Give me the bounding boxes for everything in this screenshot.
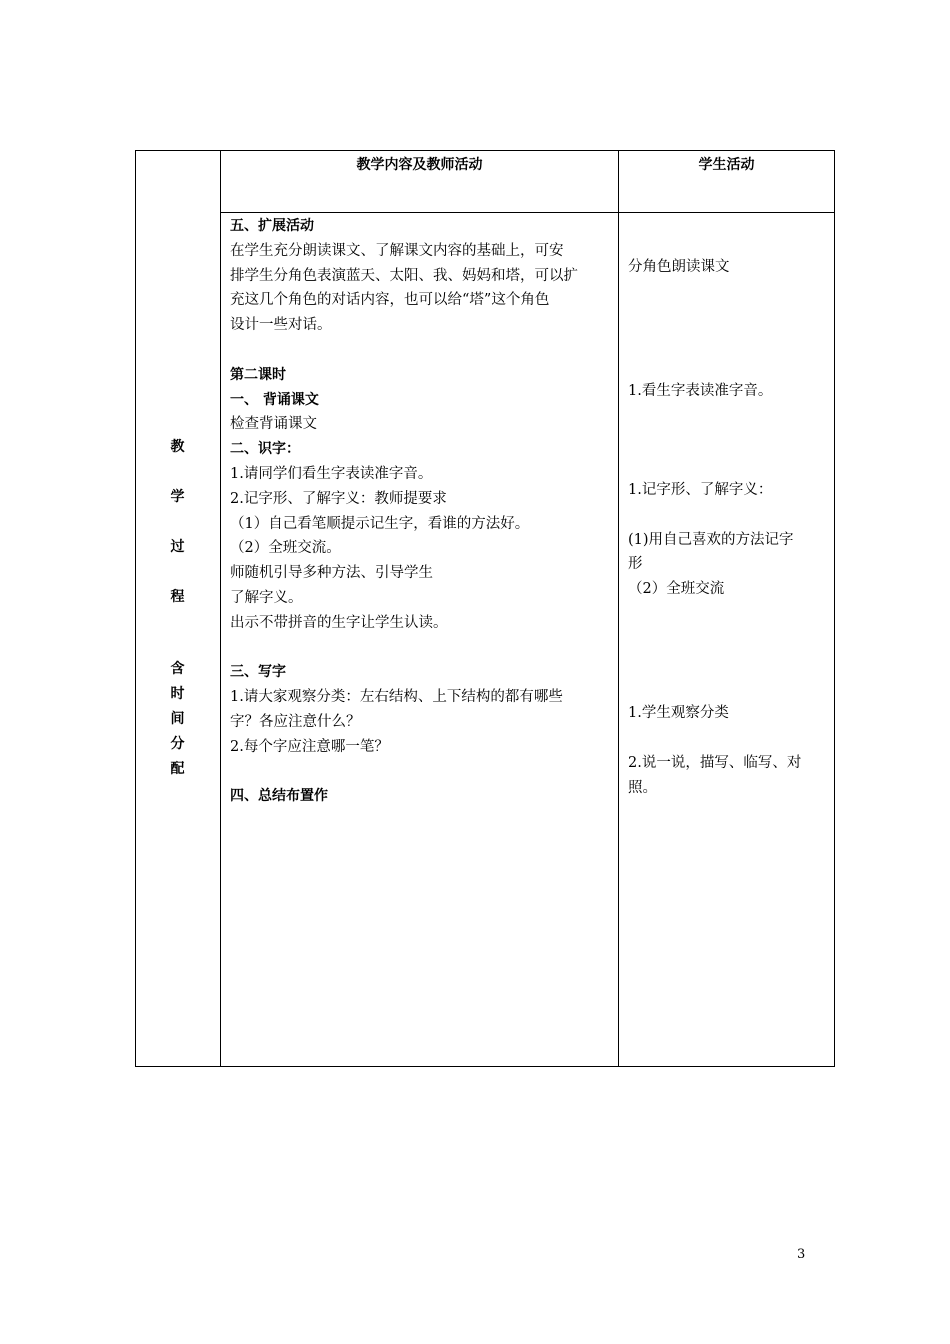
- teacher-line: 出示不带拼音的生字让学生认读。: [230, 614, 448, 631]
- teacher-line: 在学生充分朗读课文、了解课文内容的基础上，可安: [230, 242, 564, 259]
- student-line: [628, 652, 801, 677]
- teacher-line: 三、写字: [230, 664, 286, 681]
- student-column-header: 学生活动: [698, 157, 755, 173]
- student-line: [628, 404, 801, 429]
- student-line: （2）全班交流: [628, 581, 725, 598]
- side-label-char: 时: [170, 686, 185, 702]
- teacher-line: （2）全班交流。: [230, 540, 341, 557]
- student-line: 照。: [628, 779, 657, 796]
- table-bottom-border: [135, 1066, 835, 1067]
- header-row-divider: [220, 212, 835, 213]
- student-column-divider: [618, 150, 619, 1067]
- teacher-line: 一、 背诵课文: [230, 391, 319, 408]
- teacher-line: 充这几个角色的对话内容，也可以给“塔”这个角色: [230, 292, 550, 309]
- teacher-line: [230, 636, 578, 661]
- teacher-line: 了解字义。: [230, 589, 303, 606]
- student-line: 1.看生字表读准字音。: [628, 382, 773, 399]
- side-label-char: 分: [170, 736, 185, 752]
- table-right-border: [834, 150, 835, 1067]
- teacher-line: 四、总结布置作: [230, 788, 328, 805]
- teacher-line: 第二课时: [230, 366, 286, 383]
- teacher-content: [230, 214, 578, 809]
- teacher-line: 1.请大家观察分类：左右结构、上下结构的都有哪些: [230, 689, 563, 706]
- student-line: [628, 230, 801, 255]
- side-label-char: 间: [170, 711, 185, 727]
- student-line: [628, 627, 801, 652]
- student-line: [628, 304, 801, 329]
- table-left-border: [135, 150, 136, 1067]
- teacher-line: 师随机引导多种方法、引导学生: [230, 565, 433, 582]
- student-line: [628, 329, 801, 354]
- student-line: (1)用自己喜欢的方法记字: [628, 531, 794, 548]
- teacher-line: 二、识字：: [230, 441, 300, 458]
- teacher-line: 2.记字形、了解字义：教师提要求: [230, 490, 447, 507]
- student-line: [628, 726, 801, 751]
- side-label-char: 过: [170, 539, 185, 555]
- side-label-char: 配: [170, 761, 185, 777]
- student-line: [628, 354, 801, 379]
- teacher-line: 五、扩展活动: [230, 218, 314, 234]
- teacher-line: 检查背诵课文: [230, 416, 317, 433]
- side-label-char: 学: [170, 489, 185, 505]
- teacher-line: 字？各应注意什么？: [230, 713, 361, 730]
- teacher-line: （1）自己看笔顺提示记生字，看谁的方法好。: [230, 515, 530, 532]
- student-line: [628, 280, 801, 305]
- student-line: [628, 453, 801, 478]
- table-top-border: [135, 150, 835, 151]
- teacher-line: [230, 760, 578, 785]
- student-content: [628, 230, 801, 800]
- student-line: [628, 602, 801, 627]
- side-label-char: 含: [170, 661, 185, 677]
- student-line: [628, 428, 801, 453]
- lesson-plan-table: [135, 150, 835, 1067]
- teacher-column-header: 教学内容及教师活动: [356, 157, 483, 173]
- student-line: 分角色朗读课文: [628, 258, 730, 275]
- teacher-line: 设计一些对话。: [230, 317, 332, 334]
- teacher-line: 1.请同学们看生字表读准字音。: [230, 465, 433, 482]
- student-line: [628, 676, 801, 701]
- page-number: 3: [797, 1247, 806, 1262]
- student-line: 1.记字形、了解字义：: [628, 481, 773, 498]
- side-label-char: 程: [170, 589, 185, 605]
- student-line: 形: [628, 556, 643, 573]
- teacher-line: 排学生分角色表演蓝天、太阳、我、妈妈和塔，可以扩: [230, 267, 578, 284]
- student-line: 1.学生观察分类: [628, 705, 729, 722]
- side-column-divider: [220, 150, 221, 1067]
- student-line: 2.说一说，描写、临写、对: [628, 754, 802, 771]
- side-label-char: 教: [170, 439, 185, 455]
- teacher-line: 2.每个字应注意哪一笔？: [230, 738, 389, 755]
- student-line: [628, 503, 801, 528]
- teacher-line: [230, 338, 578, 363]
